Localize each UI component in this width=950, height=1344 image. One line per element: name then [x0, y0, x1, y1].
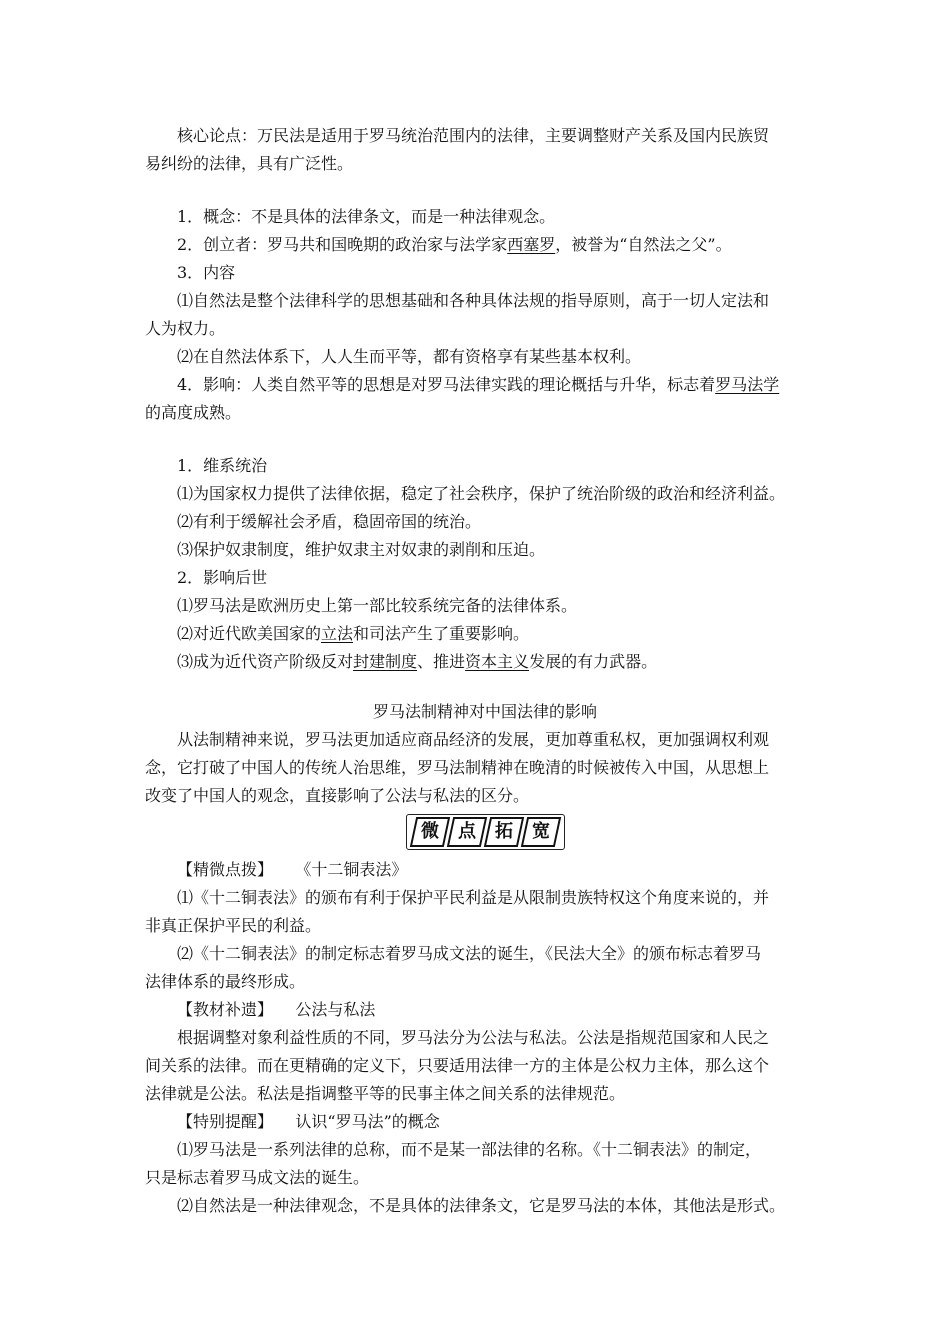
tip-heading-jingwei: 【精微点拨】 《十二铜表法》	[177, 860, 408, 879]
underlined-term: 资本主义	[465, 652, 530, 671]
tip-jiaocai-line3: 法律就是公法。私法是指调整平等的民事主体之间关系的法律规范。	[145, 1084, 626, 1103]
tip-jingwei-2-line2: 法律体系的最终形成。	[145, 972, 306, 991]
tip-jingwei-2-line1: ⑵《十二铜表法》的制定标志着罗马成文法的诞生，《民法大全》的颁布标志着罗马	[177, 944, 762, 963]
natural-law-item-4-line1: 4．影响：人类自然平等的思想是对罗马法律实践的理论概括与升华，标志着罗马法学	[177, 375, 780, 394]
role-heading-1: 1．维系统治	[177, 456, 268, 475]
natural-law-sub-2: ⑵在自然法体系下，人人生而平等，都有资格享有某些基本权利。	[177, 347, 642, 366]
tip-heading-jiaocai: 【教材补遗】 公法与私法	[177, 1000, 376, 1019]
role-sub-3: ⑶保护奴隶制度，维护奴隶主对奴隶的剥削和压迫。	[177, 540, 546, 559]
role-heading-2: 2．影响后世	[177, 568, 268, 587]
tip-jingwei-1-line2: 非真正保护平民的利益。	[145, 916, 322, 935]
tip-tebie-2: ⑵自然法是一种法律观念，不是具体的法律条文，它是罗马法的本体，其他法是形式。	[177, 1196, 786, 1215]
china-paragraph-line3: 改变了中国人的观念，直接影响了公法与私法的区分。	[145, 786, 530, 805]
china-section-title: 罗马法制精神对中国法律的影响	[372, 702, 597, 721]
underlined-term: 西塞罗	[507, 235, 556, 254]
banner-char: 点	[446, 817, 486, 847]
tip-jingwei-1-line1: ⑴《十二铜表法》的颁布有利于保护平民利益是从限制贵族特权这个角度来说的，并	[177, 888, 770, 907]
tip-tebie-1-line2: 只是标志着罗马成文法的诞生。	[145, 1168, 370, 1187]
natural-law-item-4-line2: 的高度成熟。	[145, 403, 242, 422]
natural-law-sub-1-line2: 人为权力。	[145, 319, 226, 338]
influence-sub-3: ⑶成为近代资产阶级反对封建制度、推进资本主义发展的有力武器。	[177, 652, 658, 671]
banner-char: 微	[409, 817, 449, 847]
tip-heading-tebie: 【特别提醒】 认识“罗马法”的概念	[177, 1112, 440, 1131]
role-sub-1: ⑴为国家权力提供了法律依据，稳定了社会秩序，保护了统治阶级的政治和经济利益。	[177, 484, 786, 503]
natural-law-item-1: 1．概念：不是具体的法律条文，而是一种法律观念。	[177, 207, 556, 226]
core-argument-line1: 核心论点：万民法是适用于罗马统治范围内的法律，主要调整财产关系及国内民族贸	[177, 126, 770, 145]
banner-char: 拓	[483, 817, 523, 847]
tip-jiaocai-line1: 根据调整对象利益性质的不同，罗马法分为公法与私法。公法是指规范国家和人民之	[177, 1028, 770, 1047]
tip-jiaocai-line2: 间关系的法律。而在更精确的定义下，只要适用法律一方的主体是公权力主体，那么这个	[145, 1056, 770, 1075]
core-argument-line2: 易纠纷的法律，具有广泛性。	[145, 154, 354, 173]
banner-char: 宽	[520, 817, 560, 847]
document-page	[145, 122, 825, 1220]
section-banner	[145, 814, 825, 850]
underlined-term: 罗马法学	[715, 375, 780, 394]
role-sub-2: ⑵有利于缓解社会矛盾，稳固帝国的统治。	[177, 512, 482, 531]
underlined-term: 封建制度	[353, 652, 418, 671]
influence-sub-1: ⑴罗马法是欧洲历史上第一部比较系统完备的法律体系。	[177, 596, 578, 615]
china-paragraph-line1: 从法制精神来说，罗马法更加适应商品经济的发展，更加尊重私权，更加强调权利观	[177, 730, 770, 749]
natural-law-sub-1-line1: ⑴自然法是整个法律科学的思想基础和各种具体法规的指导原则，高于一切人定法和	[177, 291, 770, 310]
underlined-term: 立法	[321, 624, 354, 643]
china-paragraph-line2: 念，它打破了中国人的传统人治思维，罗马法制精神在晚清的时候被传入中国，从思想上	[145, 758, 770, 777]
influence-sub-2: ⑵对近代欧美国家的立法和司法产生了重要影响。	[177, 624, 530, 643]
natural-law-item-3: 3．内容	[177, 263, 236, 282]
tip-tebie-1-line1: ⑴罗马法是一系列法律的总称，而不是某一部法律的名称。《十二铜表法》的制定，	[177, 1140, 762, 1159]
natural-law-item-2: 2．创立者：罗马共和国晚期的政治家与法学家西塞罗，被誉为“自然法之父”。	[177, 235, 732, 254]
